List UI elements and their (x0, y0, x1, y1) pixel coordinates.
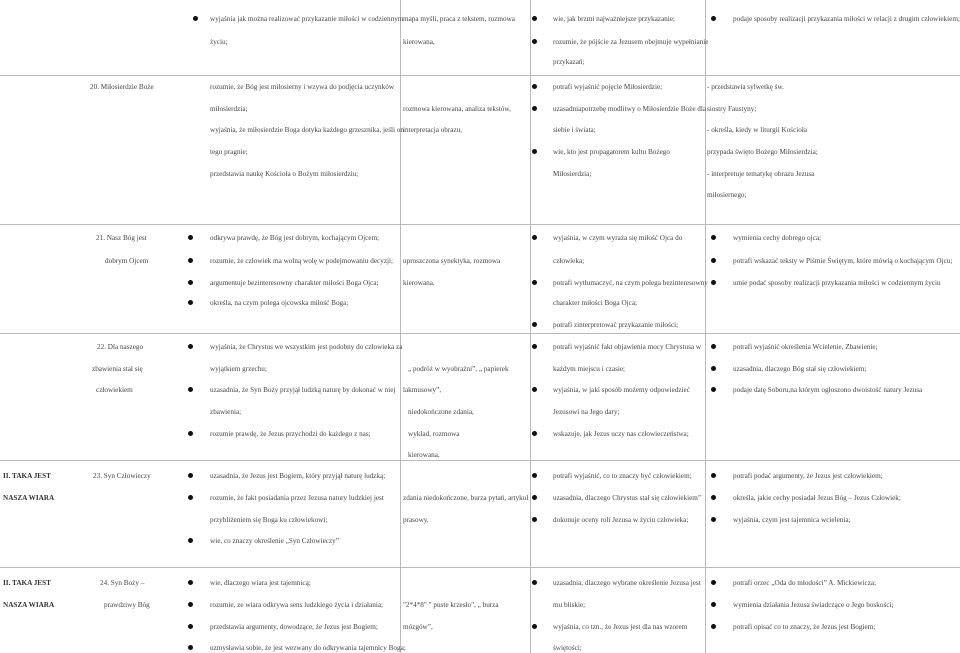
topic-title: człowiekiem (96, 386, 133, 394)
requirement-text: przykazań; (553, 58, 585, 66)
section-title: NASZA WIARA (3, 601, 55, 609)
requirement-text: każdym miejscu i czasie; (553, 365, 626, 373)
bullet-icon (532, 280, 537, 285)
method-text: uproszczona synektyka, rozmowa (403, 257, 501, 265)
objective-text: rozumie, że fakt posiadania przez Jezusa natury ludzkiej jest (210, 494, 384, 502)
section-title: II. TAKA JEST (3, 579, 51, 587)
bullet-icon (532, 344, 537, 349)
bullet-icon (532, 106, 537, 111)
bullet-icon (188, 235, 193, 240)
objective-text: uzmysławia sobie, że jest wezwany do odkrywania tajemnicy Boga; (210, 644, 406, 652)
requirement-text: charakter miłości Boga Ojca; (553, 299, 638, 307)
topic-title: 21. Nasz Bóg jest (96, 234, 147, 242)
bullet-icon (188, 580, 193, 585)
requirement-text: dokonuje oceny roli Jezusa w życiu człowieka; (553, 516, 689, 524)
requirement-text: określa, jakie cechy posiadał Jezus Bóg – Jezus Człowiek; (733, 494, 901, 502)
topic-title: zbawienia stał się (92, 365, 143, 373)
requirement-text: Jezusowi na Jego dary; (553, 408, 620, 416)
bullet-icon (711, 602, 716, 607)
bullet-icon (188, 538, 193, 543)
requirement-text: - przedstawia sylwetkę św. (707, 83, 784, 91)
bullet-icon (711, 580, 716, 585)
objective-text: wie, dlaczego wiara jest tajemnicą; (210, 579, 311, 587)
row-divider (0, 224, 960, 225)
requirement-text: uzasadnia, dlaczego wybrane określenie Jezusa jest (553, 579, 701, 587)
bullet-icon (532, 16, 537, 21)
method-text: „ podróż w wyobraźni”, „ papierek (408, 365, 509, 373)
bullet-icon (532, 322, 537, 327)
requirement-text: potrafi wskazać teksty w Piśmie Świętym, które mówią o kochającym Ojcu; (733, 257, 953, 265)
requirement-text: wyjaśnia, czym jest tajemnica wcielenia; (733, 516, 851, 524)
topic-title: 22. Dla naszego (97, 343, 144, 351)
bullet-icon (711, 517, 716, 522)
bullet-icon (188, 280, 193, 285)
method-text: niedokończone zdania, (408, 408, 474, 416)
topic-title: 23. Syn Człowieczy (93, 472, 151, 480)
row-divider (0, 460, 960, 461)
bullet-icon (711, 16, 716, 21)
requirement-text: potrafi podać argumenty, że Jezus jest człowiekiem; (733, 472, 883, 480)
requirement-text: potrafi orzec „Oda do młodości” A. Mickiewicza; (733, 579, 877, 587)
bullet-icon (532, 149, 537, 154)
objective-text: określa, na czym polega ojcowska miłość Boga; (210, 299, 349, 307)
objective-text: tego pragnie; (210, 148, 248, 156)
requirement-text: wie, jak brzmi najważniejsze przykazanie; (553, 15, 675, 23)
objective-text: wyjątkiem grzechu; (210, 365, 267, 373)
method-text: mózgów”, (403, 623, 433, 631)
topic-title: prawdziwy Bóg (104, 601, 150, 609)
bullet-icon (711, 473, 716, 478)
bullet-icon (188, 387, 193, 392)
bullet-icon (711, 235, 716, 240)
bullet-icon (188, 495, 193, 500)
objective-text: rozumie, że człowiek ma wolną wolę w podejmowaniu decyzji; (210, 257, 394, 265)
bullet-icon (711, 258, 716, 263)
objective-text: przedstawia argumenty, dowodzące, że Jezus jest Bogiem; (210, 623, 378, 631)
objective-text: miłosierdzia; (210, 105, 248, 113)
objective-text: wyjaśnia, że miłosierdzie Boga dotyka każdego grzesznika, jeśli on (210, 126, 404, 134)
objective-text: przedstawia naukę Kościoła o Bożym miłosierdziu; (210, 170, 359, 178)
requirement-text: wymienia działania Jezusa świadczące o Jego boskości; (733, 601, 894, 609)
requirement-text: wyjaśnia, w czym wyraża się miłość Ojca do (553, 234, 683, 242)
objective-text: rozumie, ze wiara odkrywa sens ludzkiego życia i działania; (210, 601, 384, 609)
bullet-icon (711, 280, 716, 285)
objective-text: wie, co znaczy określenie „Syn Człowieczy” (210, 537, 339, 545)
bullet-icon (711, 344, 716, 349)
bullet-icon (188, 431, 193, 436)
column-divider (705, 0, 706, 653)
bullet-icon (188, 624, 193, 629)
objective-text: wyjaśnia jak można realizować przykazanie miłości w codziennym (210, 15, 404, 23)
objective-text: zbawienia; (210, 408, 242, 416)
bullet-icon (532, 473, 537, 478)
requirement-text: uzasadnia, dlaczego Bóg stał się człowiekiem; (733, 365, 867, 373)
bullet-icon (532, 39, 537, 44)
requirement-text: potrafi wytłumaczyć, na czym polega bezinteresowny (553, 279, 708, 287)
requirement-text: wymienia cechy dobrego ojca; (733, 234, 822, 242)
requirement-text: potrafi zinterpretować przykazanie miłości; (553, 321, 679, 329)
requirement-text: - określa, kiedy w liturgii Kościoła (707, 126, 808, 134)
requirement-text: wie, kto jest propagatorem kultu Bożego (553, 148, 670, 156)
topic-title: 20. Miłosierdzie Boże (90, 83, 154, 91)
requirement-text: - interpretuje tematykę obrazu Jezusa (707, 170, 815, 178)
bullet-icon (188, 344, 193, 349)
requirement-text: wskazuje, jak Jezus uczy nas człowieczeństwa; (553, 430, 689, 438)
requirement-text: potrafi wyjaśnić określenia Wcielenie, Zbawienie; (733, 343, 878, 351)
method-text: prasowy, (403, 516, 429, 524)
row-divider (0, 75, 960, 76)
requirement-text: rozumie, że pójście za Jezusem obejmuje wypełnianie (553, 38, 709, 46)
requirement-text: potrafi wyjaśnić, co to znaczy być człowiekiem; (553, 472, 692, 480)
bullet-icon (188, 300, 193, 305)
requirement-text: człowieka; (553, 257, 585, 265)
objective-text: odkrywa prawdę, że Bóg jest dobrym, kochającym Ojcem; (210, 234, 380, 242)
objective-text: rozumie prawdę, że Jezus przychodzi do każdego z nas; (210, 430, 371, 438)
bullet-icon (188, 602, 193, 607)
section-title: NASZA WIARA (3, 494, 55, 502)
column-divider (400, 0, 401, 653)
method-text: kierowana, (403, 279, 435, 287)
requirement-text: potrafi wyjaśnić fakt objawienia mocy Chrystusa w (553, 343, 702, 351)
requirement-text: miłosiernego; (707, 191, 747, 199)
requirement-text: siostry Faustyny; (707, 105, 757, 113)
bullet-icon (532, 431, 537, 436)
bullet-icon (711, 366, 716, 371)
requirement-text: świętości; (553, 644, 582, 652)
bullet-icon (532, 495, 537, 500)
bullet-icon (188, 258, 193, 263)
method-text: "2*4*8" " puste krzesło", „ burza (403, 601, 499, 609)
row-divider (0, 333, 960, 334)
bullet-icon (711, 624, 716, 629)
bullet-icon (532, 580, 537, 585)
requirement-text: wyjaśnia, w jaki sposób możemy odpowiedzieć (553, 386, 690, 394)
requirement-text: umie podać sposoby realizacji przykazania miłości w codziennym życiu (733, 279, 941, 287)
bullet-icon (532, 84, 537, 89)
requirement-text: siebie i świata; (553, 126, 596, 134)
requirement-text: przypada święto Bożego Miłosierdzia; (707, 148, 818, 156)
objective-text: rozumie, że Bóg jest miłosierny i wzywa do podjęcia uczynków (210, 83, 395, 91)
requirement-text: Miłosierdzia; (553, 170, 592, 178)
objective-text: uzasadnia, że Jezus jest Bogiem, który przyjął naturę ludzką; (210, 472, 386, 480)
bullet-icon (193, 16, 198, 21)
bullet-icon (532, 387, 537, 392)
requirement-text: mu bliskie; (553, 601, 586, 609)
bullet-icon (711, 387, 716, 392)
requirement-text: wyjaśnia, co tzn., że Jezus jest dla nas wzorem (553, 623, 688, 631)
objective-text: uzasadnia, że Syn Boży przyjął ludzką naturę by dokonać w niej (210, 386, 396, 394)
requirement-text: uzasadniapotrzebę modlitwy o Miłosierdzie Boże dla (553, 105, 707, 113)
method-text: wykład, rozmowa (408, 430, 460, 438)
method-text: mapa myśli, praca z tekstem, rozmowa (403, 15, 515, 23)
method-text: zdania niedokończone, burza pytań, artykuł (403, 494, 529, 502)
column-divider (530, 0, 531, 653)
bullet-icon (711, 495, 716, 500)
section-title: II. TAKA JEST (3, 472, 51, 480)
topic-title: dobrym Ojcem (105, 257, 149, 265)
objective-text: argumentuje bezinteresowny charakter miłości Boga Ojca; (210, 279, 379, 287)
objective-text: życiu; (210, 38, 228, 46)
method-text: kierowana, (408, 451, 440, 459)
row-divider (0, 567, 960, 568)
method-text: rozmowa kierowana, analiza tekstów, (403, 105, 511, 113)
bullet-icon (188, 645, 193, 650)
objective-text: wyjaśnia, że Chrystus we wszystkim jest podobny do człowieka za (210, 343, 403, 351)
bullet-icon (532, 235, 537, 240)
method-text: lakmusowy”, (403, 386, 442, 394)
requirement-text: potrafi opisać co to znaczy, że Jezus jest Bogiem; (733, 623, 876, 631)
method-text: interpretacja obrazu, (403, 126, 463, 134)
requirement-text: uzasadnia, dlaczego Chrystus stał się człowiekiem” (553, 494, 702, 502)
requirement-text: potrafi wyjaśnić pojęcie Miłosierdzie; (553, 83, 663, 91)
bullet-icon (532, 624, 537, 629)
bullet-icon (532, 517, 537, 522)
objective-text: przybliżeniem się Boga ku człowiekowi; (210, 516, 328, 524)
topic-title: 24. Syn Boży – (100, 579, 145, 587)
requirement-text: podaje datę Soboru,na którym ogłoszono dwoistość natury Jezusa (733, 386, 923, 394)
bullet-icon (188, 473, 193, 478)
method-text: kierowana, (403, 38, 435, 46)
requirement-text: podaje sposoby realizacji przykazania miłości w relacji z drugim człowiekiem; (733, 15, 960, 23)
